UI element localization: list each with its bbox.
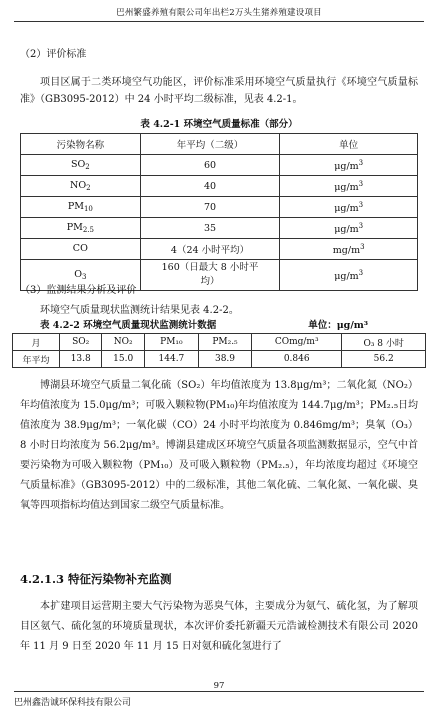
table-row — [13, 351, 426, 368]
header-pollutant: 污染物名称 — [21, 134, 141, 155]
unit-cell: $\mu g/m^3$ — [280, 218, 418, 239]
page-footer-company: 巴州鑫浩诚环保科技有限公司 — [14, 691, 424, 708]
section-heading-monitoring-results: （3）监测结果分析及评价 — [20, 285, 137, 296]
value-pm25: 38.9 — [198, 351, 251, 368]
pollutant-cell: $NO_2$ — [21, 176, 141, 197]
unit-cell: $\mu g/m^3$ — [280, 197, 418, 218]
table-unit-label: 单位：μg/m³ — [308, 320, 368, 331]
header-no2: NO₂ — [102, 334, 144, 351]
pollutant-cell: $PM_{10}$ — [21, 197, 141, 218]
value-cell: 40 — [140, 176, 280, 197]
value-so2: 13.8 — [60, 351, 102, 368]
evaluation-standard-paragraph: 项目区属于二类环境空气功能区，评价标准采用环境空气质量执行《环境空气质量标准》（GB3095-2012）中 24 小时平均二级标准，见表 4.2-1。 — [20, 77, 418, 105]
unit-cell: $mg/m^3$ — [280, 239, 418, 260]
table-header-row — [21, 134, 418, 155]
header-so2: SO₂ — [60, 334, 102, 351]
table-row — [21, 239, 418, 260]
value-cell: 35 — [140, 218, 280, 239]
table-caption-4-2-1: 表 4.2-1 环境空气质量标准（部分） — [140, 119, 298, 130]
table-row — [21, 218, 418, 239]
supplementary-monitoring-paragraph: 本扩建项目运营期主要大气污染物为恶臭气体，主要成分为氨气、硫化氢，为了解项目区氨气、硫化氢的环境质量现状，本次评价委托新疆天元浩诚检测技术有限公司 2020 年 11 月 9 日至 2020 年 11 月 15 日对氨和硫化氢进行了 — [20, 601, 418, 652]
header-pm25: PM₂.₅ — [198, 334, 251, 351]
value-no2: 15.0 — [102, 351, 144, 368]
pollutant-cell: $PM_{2.5}$ — [21, 218, 141, 239]
table-caption-4-2-2: 表 4.2-2 环境空气质量现状监测统计数据 — [40, 320, 217, 331]
value-o3: 56.2 — [342, 351, 426, 368]
air-quality-standard-table — [20, 133, 418, 291]
page-number: 97 — [213, 681, 225, 691]
unit-cell: $\mu g/m^3$ — [280, 176, 418, 197]
header-month: 月 — [13, 334, 60, 351]
unit-cell: $\mu g/m^3$ — [280, 260, 418, 291]
header-pm10: PM₁₀ — [144, 334, 198, 351]
section-heading-supplementary-monitoring: 4.2.1.3 特征污染物补充监测 — [20, 572, 172, 586]
header-o3: O₃ 8 小时 — [342, 334, 426, 351]
monitoring-analysis-paragraph: 博湖县环境空气质量二氧化硫（SO₂）年均值浓度为 13.8μg/m³；二氧化氮（NO₂）年均值浓度为 15.0μg/m³；可吸入颗粒物(PM₁₀)年均值浓度为 144.7μg/m³；PM₂.₅日均值浓度为 38.9μg/m³；一氧化碳（CO）24 小时平均浓度为 0.846mg/m³；臭氧（O₃）8 小时日均浓度为 56.2μg/m³。博湖县建成区环境空气质量各项监测数据显示，空气中首要污染物为可吸入颗粒物（PM₁₀）及可吸入颗粒物（PM₂.₅），年均浓度均超过《环境空气质量标准》（GB3095-2012）中的二级标准，其他二氧化硫、二氧化氮、一氧化碳、臭氧等四项指标均值达到国家二级空气质量标准。 — [20, 380, 418, 511]
page-header: 巴州繁盛养殖有限公司年出栏2万头生猪养殖建设项目 — [14, 6, 424, 22]
monitoring-statistics-table — [12, 333, 426, 368]
pollutant-cell: CO — [21, 239, 141, 260]
header-co: COmg/m³ — [252, 334, 342, 351]
value-cell: 60 — [140, 155, 280, 176]
header-annual-average: 年平均（二级） — [140, 134, 280, 155]
value-cell: 4（24 小时平均） — [140, 239, 280, 260]
pollutant-cell: $SO_2$ — [21, 155, 141, 176]
value-pm10: 144.7 — [144, 351, 198, 368]
value-cell: 70 — [140, 197, 280, 218]
table-row — [21, 155, 418, 176]
unit-cell: $\mu g/m^3$ — [280, 155, 418, 176]
header-unit: 单位 — [280, 134, 418, 155]
table-header-row — [13, 334, 426, 351]
table-row — [21, 176, 418, 197]
monitoring-results-intro: 环境空气质量现状监测统计结果见表 4.2-2。 — [40, 305, 239, 316]
pollutant-cell: $O_3$ — [21, 260, 141, 291]
table-row — [21, 197, 418, 218]
row-label-annual: 年平均 — [13, 351, 60, 368]
value-cell: 160（日最大 8 小时平均） — [140, 260, 280, 291]
section-heading-evaluation-standard: （2）评价标准 — [20, 49, 87, 60]
value-co: 0.846 — [252, 351, 342, 368]
